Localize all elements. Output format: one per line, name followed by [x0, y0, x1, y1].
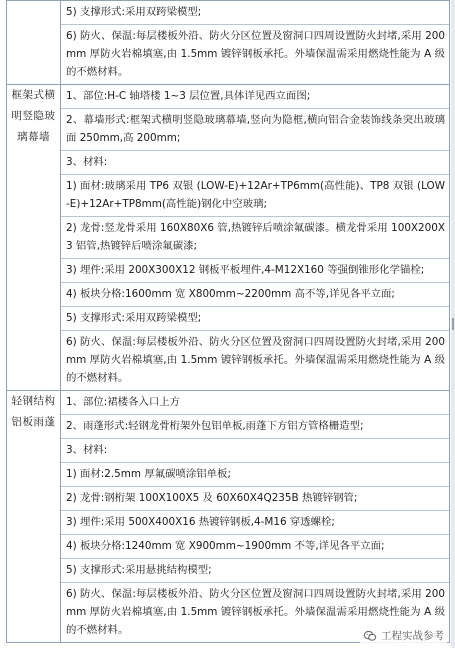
spec-line: 2) 龙骨:竖龙骨采用 160X80X6 管,热镀锌后喷涂氟碳漆。横龙骨采用 100X200X3 铝管,热镀锌后喷涂氟碳漆; — [61, 217, 449, 259]
spec-line: 5) 支撑形式:采用双跨梁模型; — [61, 1, 449, 25]
row-label — [7, 1, 61, 85]
spec-line: 1) 面材:玻璃采用 TP6 双银 (LOW-E)+12Ar+TP6mm(高性能)、TP8 双银 (LOW-E)+12Ar+TP8mm(高性能)钢化中空玻璃; — [61, 175, 449, 217]
row-content — [61, 1, 450, 85]
watermark — [360, 627, 447, 644]
curtain-wall-spec-table — [6, 0, 450, 643]
spec-line: 3、材料: — [61, 439, 449, 463]
spec-line: 1、部位:H-C 轴塔楼 1~3 层位置,具体详见西立面图; — [61, 85, 449, 109]
table-row — [7, 85, 450, 391]
text-cursor — [452, 318, 454, 330]
spec-line: 2) 龙骨:钢桁架 100X100X5 及 60X60X4Q235B 热镀锌钢管; — [61, 487, 449, 511]
spec-line: 6) 防火、保温:每层楼板外沿、防火分区位置及窗洞口四周设置防火封堵,采用 200mm 厚防火岩棉填塞,由 1.5mm 镀锌钢板承托。外墙保温需采用燃烧性能为 A 级的不燃材料。 — [66, 30, 445, 78]
watermark-text: 工程实战参考 — [381, 630, 444, 642]
spec-line: 2、雨蓬形式:轻钢龙骨桁架外包铝单板,雨蓬下方铝方管格栅造型; — [61, 415, 449, 439]
table-row — [7, 1, 450, 85]
row-label: 框架式横明竖隐玻璃幕墙 — [7, 85, 61, 391]
spec-line: 1、部位:裙楼各入口上方 — [61, 391, 449, 415]
spec-line: 3、材料: — [61, 151, 449, 175]
spec-line: 6) 防火、保温:每层楼板外沿、防火分区位置及窗洞口四周设置防火封堵,采用 200mm 厚防火岩棉填塞,由 1.5mm 镀锌钢板承托。外墙保温需采用燃烧性能为 A 级的不燃材料。 — [66, 336, 445, 384]
row-content — [61, 85, 450, 391]
wechat-icon — [363, 629, 377, 643]
spec-line: 2、幕墙形式:框架式横明竖隐玻璃幕墙,竖向为隐框,横向铝合金装饰线条突出玻璃面 250mm,高 200mm; — [61, 109, 449, 151]
spec-line: 5) 支撑形式:采用双跨梁模型; — [61, 307, 449, 331]
document-page — [6, 0, 448, 648]
spec-line: 4) 板块分格:1600mm 宽 X800mm~2200mm 高不等,详见各平立面; — [61, 283, 449, 307]
spec-line: 3) 埋件:采用 200X300X12 钢板平板埋件,4-M12X160 等强倒锥形化学锚栓; — [61, 259, 449, 283]
spec-line: 1) 面材:2.5mm 厚氟碳喷涂铝单板; — [61, 463, 449, 487]
row-label: 轻钢结构铝板雨蓬 — [7, 391, 61, 643]
spec-line: 6) 防火、保温:每层楼板外沿、防火分区位置及窗洞口四周设置防火封堵,采用 200mm 厚防火岩棉填塞,由 1.5mm 镀锌钢板承托。外墙保温需采用燃烧性能为 A 级的不燃材料。 — [66, 588, 445, 636]
spec-line: 5) 支撑形式:采用悬挑结构模型; — [61, 559, 449, 583]
spec-line: 3) 埋件:采用 500X400X16 热镀锌钢板,4-M16 穿透螺栓; — [61, 511, 449, 535]
spec-line: 4) 板块分格:1240mm 宽 X900mm~1900mm 不等,详见各平立面; — [61, 535, 449, 559]
row-content — [61, 391, 450, 643]
table-row — [7, 391, 450, 643]
